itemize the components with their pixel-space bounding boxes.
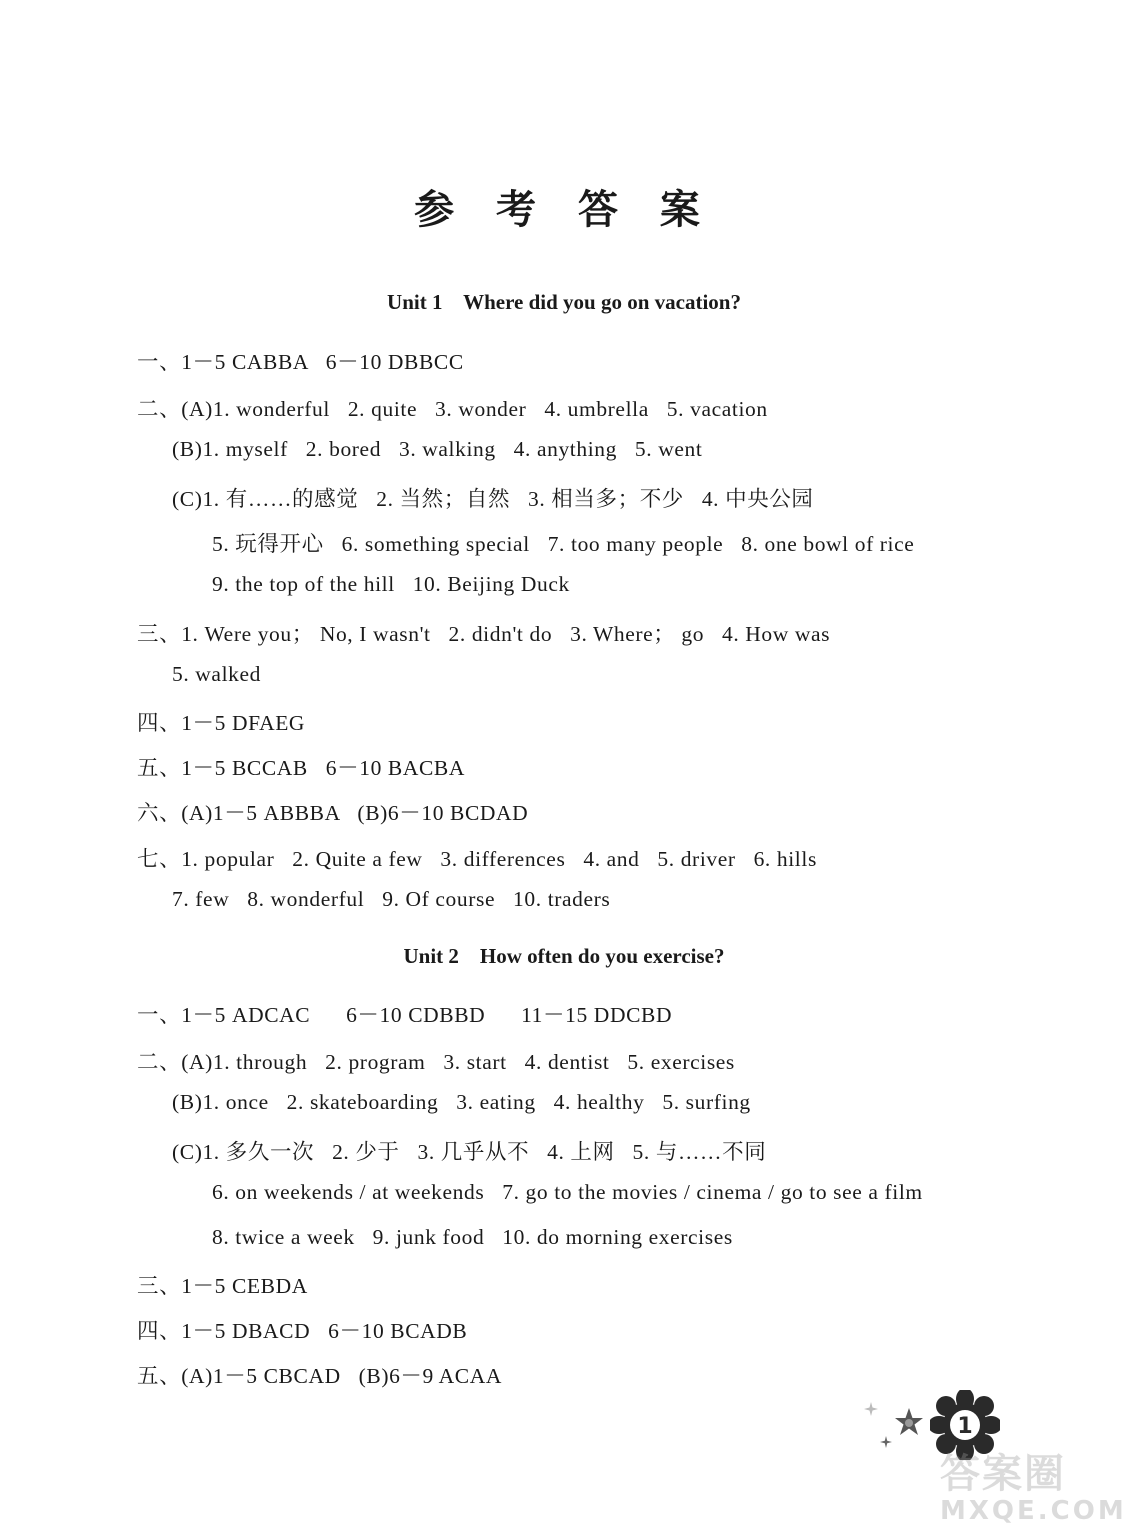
unit-2-answer-line: 6. on weekends / at weekends 7. go to the movies / cinema / go to see a film: [212, 1180, 923, 1204]
sparkle-icon: [880, 1436, 892, 1448]
watermark-line-1: 答案圈: [940, 1451, 1066, 1497]
watermark-line-2: MXQE.COM: [940, 1496, 1127, 1526]
unit-1-answer-line: 四、1－5 DFAEG: [137, 711, 306, 735]
unit-1-answer-line: 7. few 8. wonderful 9. Of course 10. traders: [172, 887, 611, 911]
unit-2-answer-line: (C)1. 多久一次 2. 少于 3. 几乎从不 4. 上网 5. 与……不同: [172, 1140, 767, 1164]
unit-2-heading: Unit 2 How often do you exercise?: [403, 944, 725, 968]
unit-2-answer-line: 8. twice a week 9. junk food 10. do morning exercises: [212, 1225, 733, 1249]
unit-1-answer-line: 9. the top of the hill 10. Beijing Duck: [212, 572, 570, 596]
page-number: 1: [957, 1414, 973, 1439]
unit-2-answer-line: 二、(A)1. through 2. program 3. start 4. dentist 5. exercises: [137, 1050, 735, 1074]
unit-2-answer-line: 四、1－5 DBACD 6－10 BCADB: [137, 1319, 468, 1343]
unit-1-heading: Unit 1 Where did you go on vacation?: [387, 290, 741, 314]
star-icon: [894, 1408, 924, 1438]
unit-1-answer-line: 三、1. Were you； No, I wasn't 2. didn't do 3. Where； go 4. How was: [137, 622, 831, 646]
unit-1-answer-line: 七、1. popular 2. Quite a few 3. differences 4. and 5. driver 6. hills: [137, 847, 817, 871]
unit-1-answer-line: (C)1. 有……的感觉 2. 当然；自然 3. 相当多；不少 4. 中央公园: [172, 487, 814, 511]
unit-1-answer-line: 二、(A)1. wonderful 2. quite 3. wonder 4. umbrella 5. vacation: [137, 397, 768, 421]
unit-2-answer-line: 五、(A)1－5 CBCAD (B)6－9 ACAA: [137, 1364, 502, 1388]
unit-1-answer-line: 六、(A)1－5 ABBBA (B)6－10 BCDAD: [137, 801, 529, 825]
unit-2-answer-line: (B)1. once 2. skateboarding 3. eating 4. healthy 5. surfing: [172, 1090, 751, 1114]
unit-1-answer-line: 5. 玩得开心 6. something special 7. too many people 8. one bowl of rice: [212, 532, 915, 556]
unit-1-answer-line: 一、1－5 CABBA 6－10 DBBCC: [137, 350, 464, 374]
unit-2-answer-line: 一、1－5 ADCAC 6－10 CDBBD 11－15 DDCBD: [137, 1003, 673, 1027]
unit-1-answer-line: 五、1－5 BCCAB 6－10 BACBA: [137, 756, 465, 780]
unit-1-answer-line: (B)1. myself 2. bored 3. walking 4. anything 5. went: [172, 437, 703, 461]
page-number-badge: [930, 1390, 1000, 1460]
sparkle-icon: [864, 1402, 878, 1416]
watermark: [940, 1451, 1127, 1532]
unit-1-answer-line: 5. walked: [172, 662, 261, 686]
page-title: 参 考 答 案: [414, 187, 714, 233]
unit-2-answer-line: 三、1－5 CEBDA: [137, 1274, 308, 1298]
